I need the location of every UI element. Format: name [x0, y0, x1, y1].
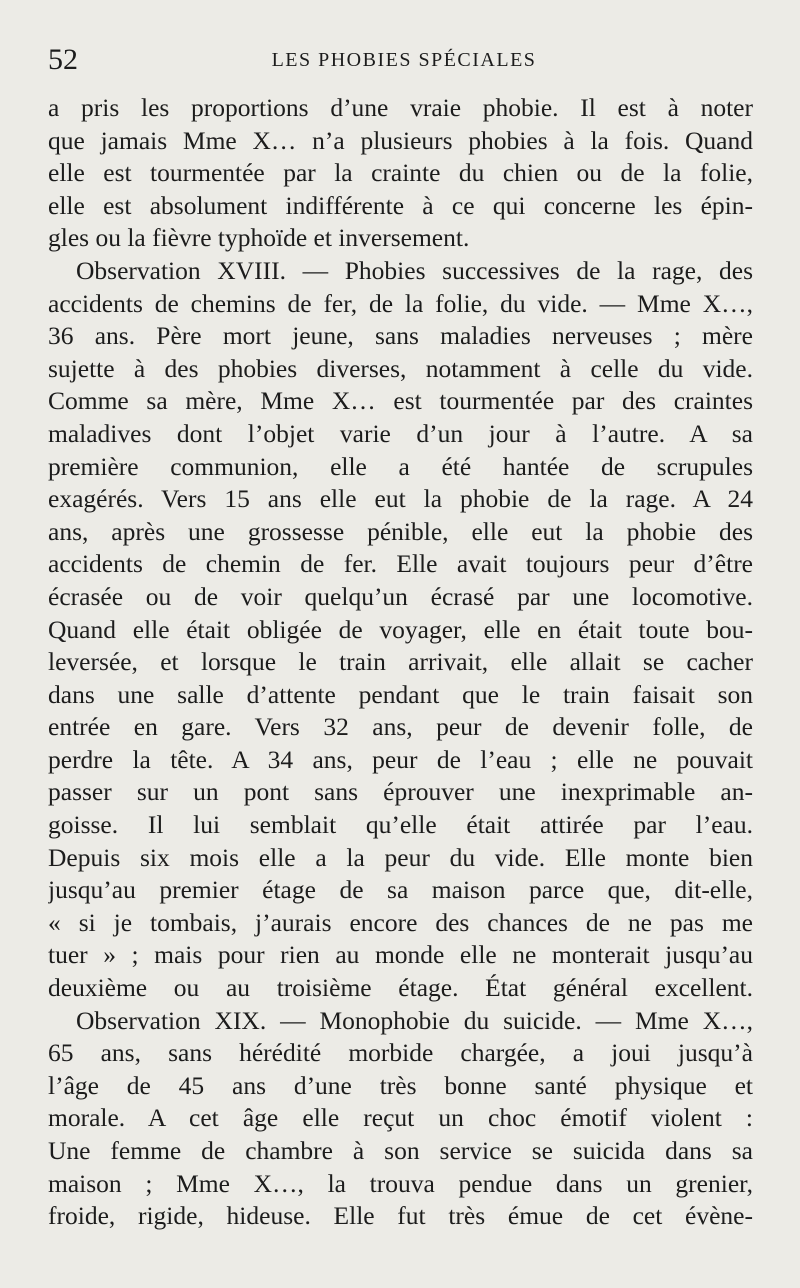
text-line: passer sur un pont sans éprouver une inexprimable an-: [48, 777, 753, 807]
running-head: LES PHOBIES SPÉCIALES: [271, 49, 537, 71]
text-line: tuer » ; mais pour rien au monde elle ne monterait jusqu’au: [48, 940, 753, 970]
text-line: ans, après une grossesse pénible, elle eut la phobie des: [48, 516, 753, 546]
text-line: « si je tombais, j’aurais encore des chances de ne pas me: [48, 907, 753, 937]
text-line: Quand elle était obligée de voyager, elle en était toute bou-: [48, 614, 753, 644]
page-header: [48, 40, 760, 80]
text-line: jusqu’au premier étage de sa maison parce que, dit-elle,: [48, 875, 753, 905]
text-line: elle est absolument indifférente à ce qui concerne les épin-: [48, 190, 753, 220]
text-line: accidents de chemins de fer, de la folie, du vide. — Mme X…,: [48, 288, 753, 318]
text-line: dans une salle d’attente pendant que le train faisait son: [48, 679, 753, 709]
observation-heading-line: Observation XIX. — Monophobie du suicide. — Mme X…,: [76, 1005, 753, 1035]
text-line: maison ; Mme X…, la trouva pendue dans un grenier,: [48, 1168, 753, 1198]
text-line: deuxième ou au troisième étage. État général excellent.: [48, 973, 753, 1003]
text-line: morale. A cet âge elle reçut un choc émotif violent :: [48, 1103, 753, 1133]
text-line: écrasée ou de voir quelqu’un écrasé par une locomotive.: [48, 581, 753, 611]
text-line: 65 ans, sans hérédité morbide chargée, a joui jusqu’à: [48, 1038, 753, 1068]
text-line: sujette à des phobies diverses, notamment à celle du vide.: [48, 353, 753, 383]
text-line: Comme sa mère, Mme X… est tourmentée par des craintes: [48, 386, 753, 416]
text-line: gles ou la fièvre typhoïde et inversement.: [48, 223, 470, 253]
text-line: goisse. Il lui semblait qu’elle était attirée par l’eau.: [48, 810, 753, 840]
text-line: maladives dont l’objet varie d’un jour à l’autre. A sa: [48, 418, 753, 448]
body-text: [48, 92, 753, 1233]
text-line: elle est tourmentée par la crainte du chien ou de la folie,: [48, 158, 753, 188]
text-line: accidents de chemin de fer. Elle avait toujours peur d’être: [48, 549, 753, 579]
observation-heading-line: Observation XVIII. — Phobies successives de la rage, des: [76, 255, 753, 285]
text-line: perdre la tête. A 34 ans, peur de l’eau ; elle ne pouvait: [48, 744, 753, 774]
text-line: exagérés. Vers 15 ans elle eut la phobie de la rage. A 24: [48, 484, 753, 514]
text-line: 36 ans. Père mort jeune, sans maladies nerveuses ; mère: [48, 321, 753, 351]
text-line: première communion, elle a été hantée de scrupules: [48, 451, 753, 481]
text-line: Une femme de chambre à son service se suicida dans sa: [48, 1136, 753, 1165]
text-line: entrée en gare. Vers 32 ans, peur de devenir folle, de: [48, 712, 753, 742]
page-number: 52: [48, 43, 78, 76]
text-line: leversée, et lorsque le train arrivait, elle allait se cacher: [48, 647, 753, 677]
text-line: l’âge de 45 ans d’une très bonne santé physique et: [48, 1070, 753, 1100]
text-line: que jamais Mme X… n’a plusieurs phobies à la fois. Quand: [48, 125, 753, 155]
text-line: froide, rigide, hideuse. Elle fut très émue de cet évène-: [48, 1201, 753, 1231]
text-line: Depuis six mois elle a la peur du vide. Elle monte bien: [48, 842, 753, 872]
text-line: a pris les proportions d’une vraie phobie. Il est à noter: [48, 93, 753, 122]
